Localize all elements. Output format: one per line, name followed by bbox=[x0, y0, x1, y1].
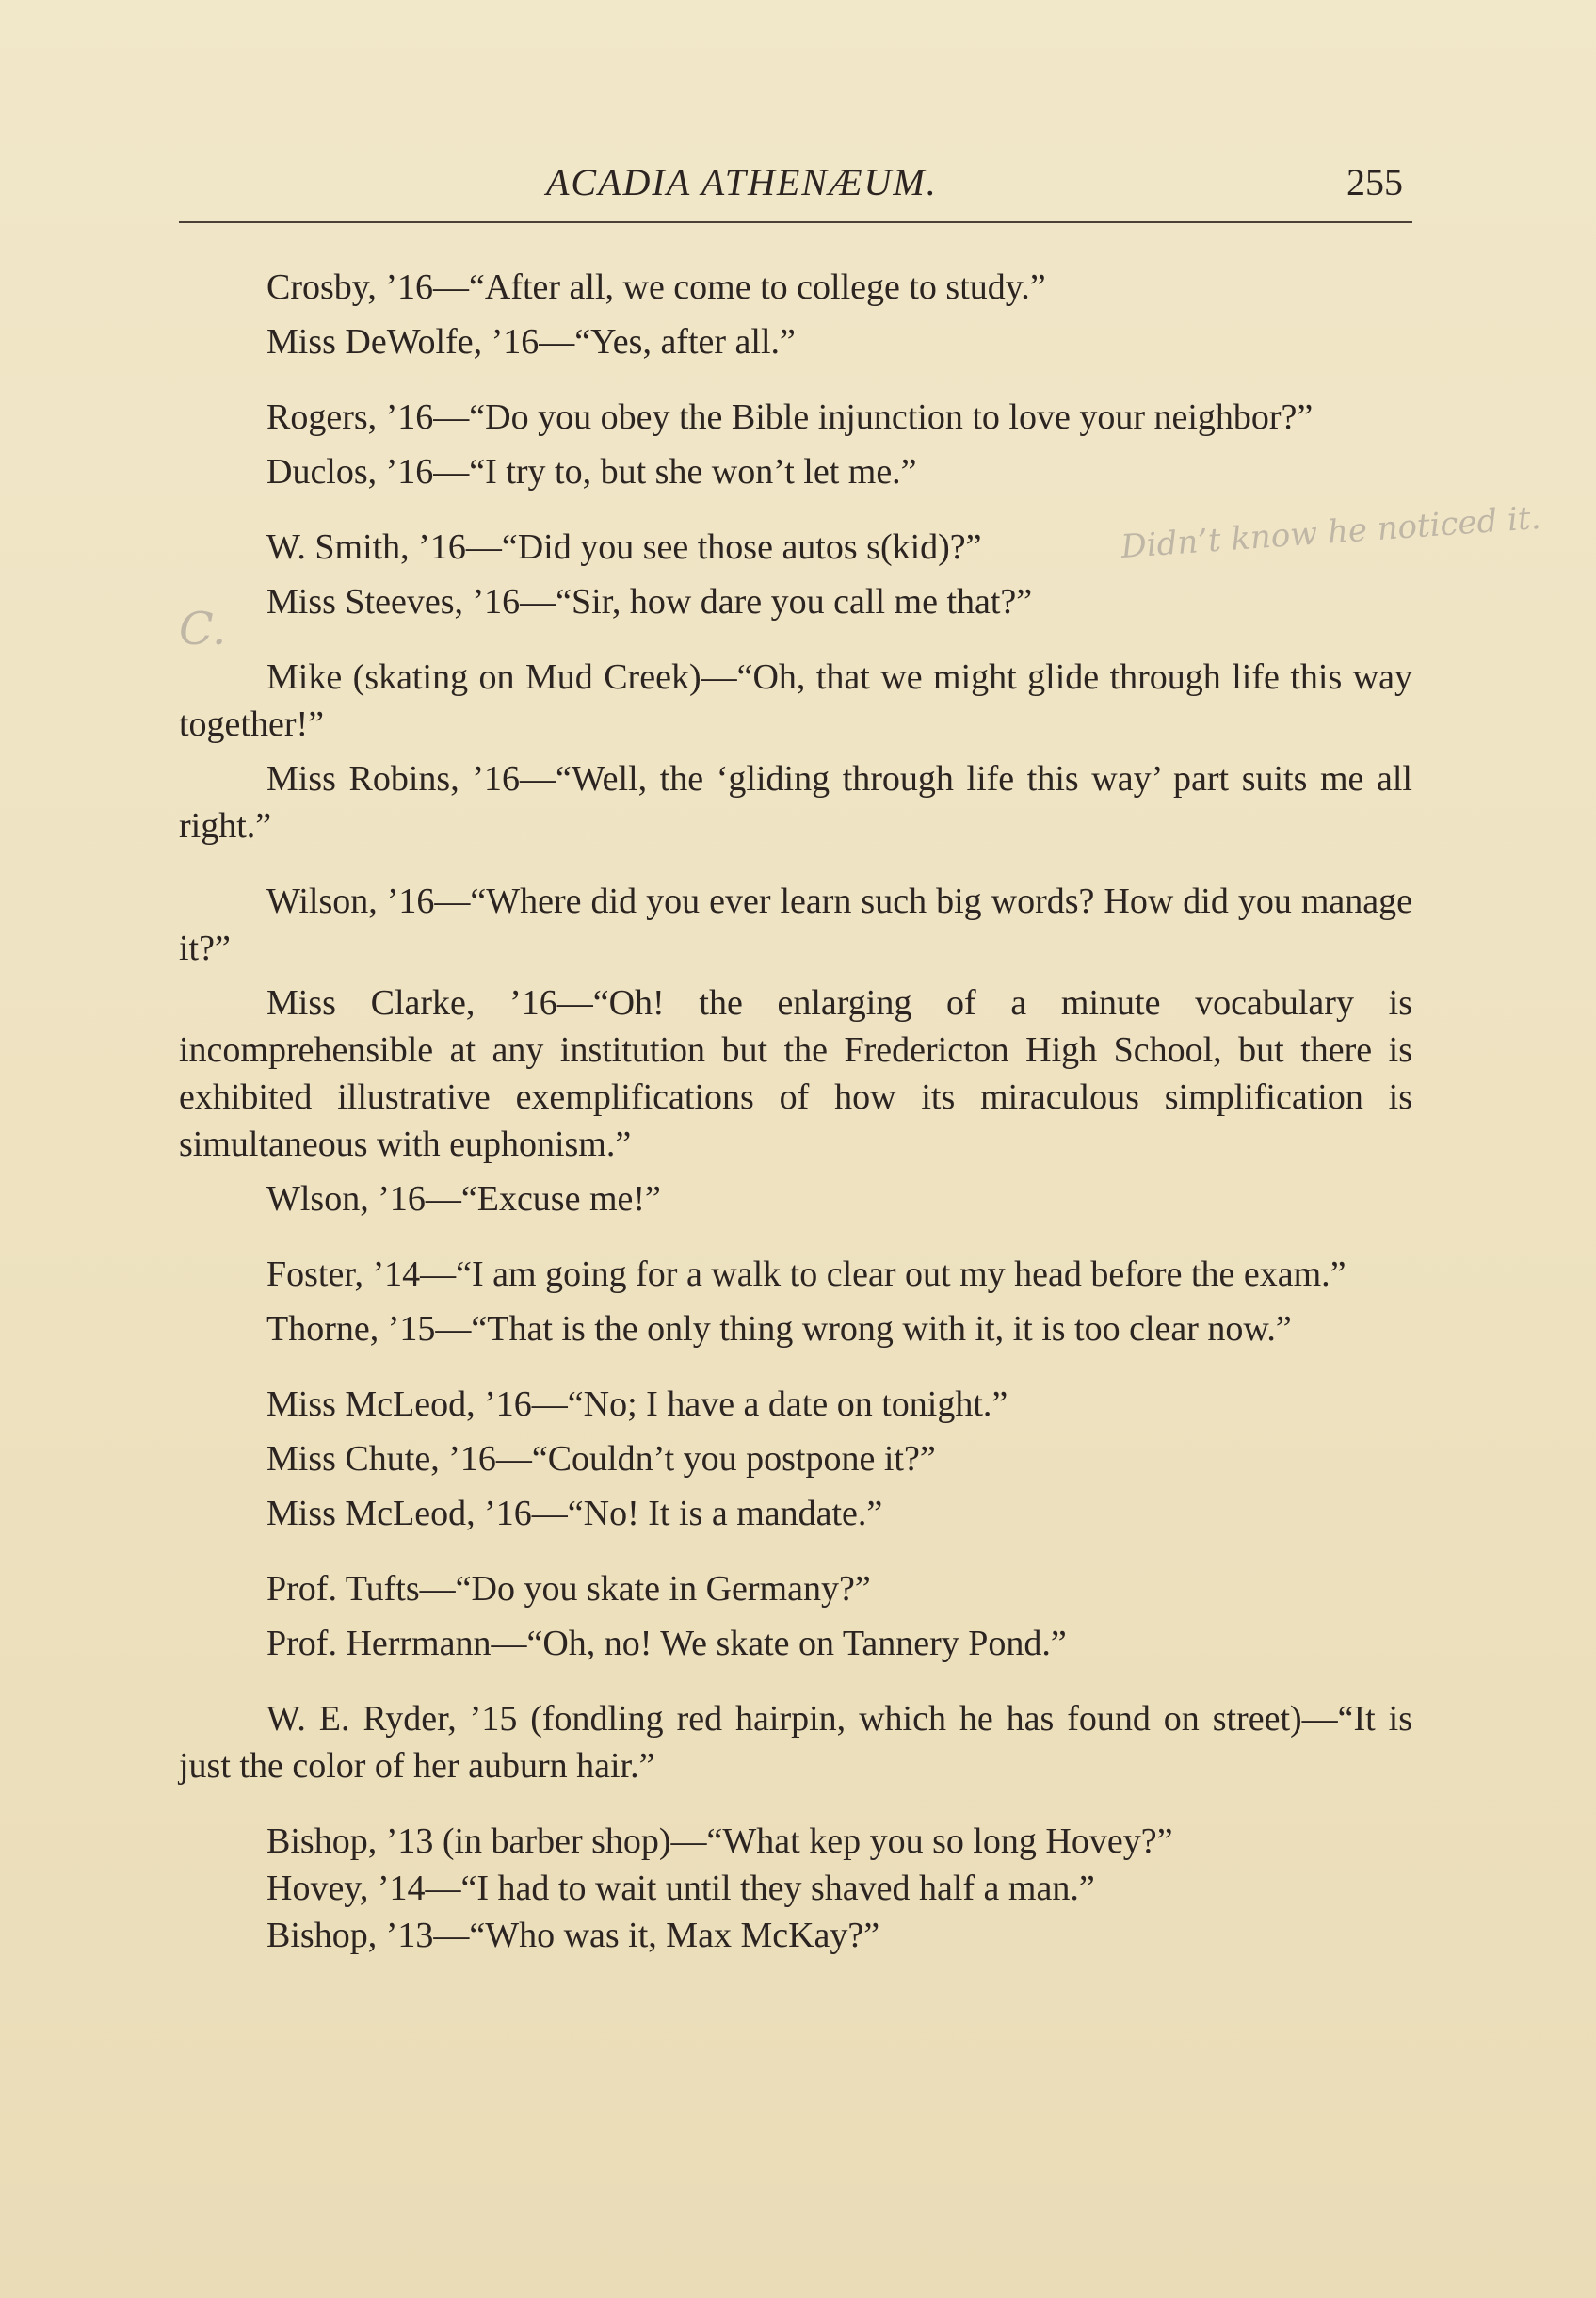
dialogue-line: Miss Steeves, ’16—“Sir, how dare you call me that?” bbox=[266, 582, 1033, 622]
dialogue-line: Mike (skating on Mud Creek)—“Oh, that we might glide through life this way together!” bbox=[179, 657, 1412, 744]
dialogue-line: Duclos, ’16—“I try to, but she won’t let me.” bbox=[266, 452, 917, 492]
dialogue-line: Miss Robins, ’16—“Well, the ‘gliding through life this way’ part suits me all right.” bbox=[179, 759, 1412, 846]
dialogue-line: Miss Chute, ’16—“Couldn’t you postpone it?” bbox=[266, 1439, 936, 1479]
dialogue-line: Foster, ’14—“I am going for a walk to clear out my head before the exam.” bbox=[266, 1254, 1346, 1294]
dialogue-line: Crosby, ’16—“After all, we come to college to study.” bbox=[266, 267, 1046, 307]
dialogue-line: Bishop, ’13—“Who was it, Max McKay?” bbox=[266, 1916, 880, 1955]
dialogue-line: Rogers, ’16—“Do you obey the Bible injunction to love your neighbor?” bbox=[266, 397, 1314, 437]
page-number: 255 bbox=[1346, 161, 1403, 203]
header-rule bbox=[179, 221, 1412, 223]
pencil-initial: C. bbox=[179, 603, 227, 655]
dialogue-line: Thorne, ’15—“That is the only thing wrong with it, it is too clear now.” bbox=[266, 1309, 1292, 1349]
dialogue-line: Prof. Tufts—“Do you skate in Germany?” bbox=[266, 1569, 871, 1609]
dialogue-line: Miss McLeod, ’16—“No; I have a date on tonight.” bbox=[266, 1384, 1008, 1424]
running-header-title: ACADIA ATHENÆUM. bbox=[546, 161, 938, 203]
dialogue-line: Miss Clarke, ’16—“Oh! the enlarging of a minute vocabulary is incomprehensible at any institution but the Fredericton High School, but there is exhibited illustrative exemplifications of how its miraculous simplification is simultaneous with euphonism.” bbox=[179, 983, 1412, 1164]
dialogue-line: Wlson, ’16—“Excuse me!” bbox=[266, 1179, 661, 1219]
article-body bbox=[179, 264, 1412, 1959]
dialogue-line: W. E. Ryder, ’15 (fondling red hairpin, which he has found on street)—“It is just the color of her auburn hair.” bbox=[179, 1699, 1412, 1786]
dialogue-line: Bishop, ’13 (in barber shop)—“What kep you so long Hovey?” bbox=[266, 1821, 1173, 1861]
dialogue-line: Miss McLeod, ’16—“No! It is a mandate.” bbox=[266, 1494, 883, 1533]
dialogue-line: Hovey, ’14—“I had to wait until they shaved half a man.” bbox=[266, 1869, 1095, 1908]
dialogue-line: W. Smith, ’16—“Did you see those autos s(kid)?” bbox=[266, 527, 982, 567]
dialogue-line: Wilson, ’16—“Where did you ever learn such big words? How did you manage it?” bbox=[179, 882, 1412, 968]
dialogue-line: Prof. Herrmann—“Oh, no! We skate on Tannery Pond.” bbox=[266, 1624, 1067, 1663]
dialogue-line: Miss DeWolfe, ’16—“Yes, after all.” bbox=[266, 322, 796, 362]
pencil-margin-note: Didn’t know he noticed it. bbox=[1120, 498, 1542, 566]
